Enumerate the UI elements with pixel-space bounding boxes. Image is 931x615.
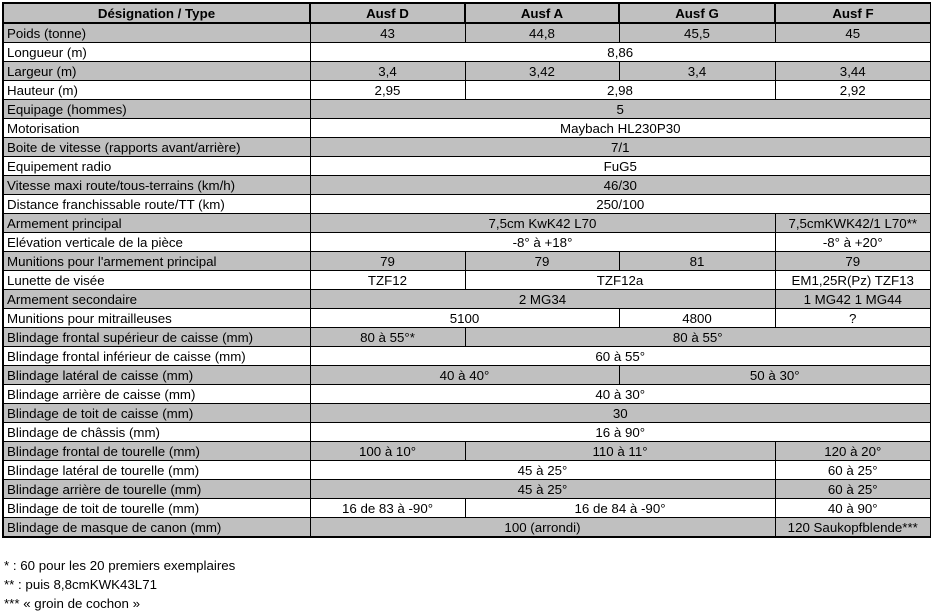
row-label: Longueur (m) bbox=[3, 43, 310, 62]
row-label: Lunette de visée bbox=[3, 271, 310, 290]
row-label: Blindage de toit de tourelle (mm) bbox=[3, 499, 310, 518]
table-row bbox=[3, 404, 931, 423]
row-label: Blindage de toit de caisse (mm) bbox=[3, 404, 310, 423]
table-cell: 3,4 bbox=[619, 62, 775, 81]
header-ausf-g: Ausf G bbox=[619, 3, 775, 23]
table-cell: 2,92 bbox=[775, 81, 931, 100]
table-cell: Maybach HL230P30 bbox=[310, 119, 931, 138]
header-designation: Désignation / Type bbox=[3, 3, 310, 23]
table-row bbox=[3, 461, 931, 480]
table-row bbox=[3, 62, 931, 81]
table-cell: 40 à 90° bbox=[775, 499, 931, 518]
table-cell: 4800 bbox=[619, 309, 775, 328]
table-row bbox=[3, 309, 931, 328]
row-label: Hauteur (m) bbox=[3, 81, 310, 100]
row-label: Distance franchissable route/TT (km) bbox=[3, 195, 310, 214]
table-row bbox=[3, 271, 931, 290]
row-label: Munitions pour l'armement principal bbox=[3, 252, 310, 271]
table-cell: 45,5 bbox=[619, 23, 775, 43]
table-row bbox=[3, 252, 931, 271]
footnote: ** : puis 8,8cmKWK43L71 bbox=[4, 577, 157, 592]
table-cell: 5 bbox=[310, 100, 931, 119]
table-row bbox=[3, 480, 931, 499]
row-label: Motorisation bbox=[3, 119, 310, 138]
table-cell: 40 à 30° bbox=[310, 385, 931, 404]
table-row bbox=[3, 100, 931, 119]
table-row bbox=[3, 81, 931, 100]
table-cell: 3,4 bbox=[310, 62, 465, 81]
row-label: Blindage frontal inférieur de caisse (mm) bbox=[3, 347, 310, 366]
table-cell: 60 à 25° bbox=[775, 461, 931, 480]
table-row bbox=[3, 518, 931, 538]
header-ausf-f: Ausf F bbox=[775, 3, 931, 23]
table-row bbox=[3, 176, 931, 195]
table-cell: 45 à 25° bbox=[310, 461, 775, 480]
table-cell: ? bbox=[775, 309, 931, 328]
table-cell: 2,95 bbox=[310, 81, 465, 100]
table-cell: 80 à 55°* bbox=[310, 328, 465, 347]
row-label: Blindage frontal supérieur de caisse (mm) bbox=[3, 328, 310, 347]
table-row bbox=[3, 157, 931, 176]
table-cell: 50 à 30° bbox=[619, 366, 931, 385]
table-cell: 100 (arrondi) bbox=[310, 518, 775, 538]
table-cell: 3,42 bbox=[465, 62, 619, 81]
table-cell: FuG5 bbox=[310, 157, 931, 176]
table-cell: 120 à 20° bbox=[775, 442, 931, 461]
row-label: Blindage de masque de canon (mm) bbox=[3, 518, 310, 538]
row-label: Blindage arrière de caisse (mm) bbox=[3, 385, 310, 404]
table-cell: 2,98 bbox=[465, 81, 775, 100]
table-row bbox=[3, 43, 931, 62]
table-cell: 110 à 11° bbox=[465, 442, 775, 461]
table-row bbox=[3, 442, 931, 461]
table-row bbox=[3, 23, 931, 43]
table-cell: 1 MG42 1 MG44 bbox=[775, 290, 931, 309]
table-cell: -8° à +20° bbox=[775, 233, 931, 252]
table-cell: 7,5cmKWK42/1 L70** bbox=[775, 214, 931, 233]
table-cell: 46/30 bbox=[310, 176, 931, 195]
table-cell: -8° à +18° bbox=[310, 233, 775, 252]
table-cell: TZF12 bbox=[310, 271, 465, 290]
table-row bbox=[3, 138, 931, 157]
header-ausf-d: Ausf D bbox=[310, 3, 465, 23]
table-cell: 79 bbox=[465, 252, 619, 271]
table-cell: 3,44 bbox=[775, 62, 931, 81]
table-row bbox=[3, 385, 931, 404]
table-cell: 5100 bbox=[310, 309, 619, 328]
table-cell: 79 bbox=[310, 252, 465, 271]
table-row bbox=[3, 290, 931, 309]
row-label: Blindage arrière de tourelle (mm) bbox=[3, 480, 310, 499]
spec-table bbox=[2, 2, 931, 538]
row-label: Boite de vitesse (rapports avant/arrière) bbox=[3, 138, 310, 157]
row-label: Poids (tonne) bbox=[3, 23, 310, 43]
table-cell: 120 Saukopfblende*** bbox=[775, 518, 931, 538]
table-cell: 81 bbox=[619, 252, 775, 271]
row-label: Vitesse maxi route/tous-terrains (km/h) bbox=[3, 176, 310, 195]
table-cell: 30 bbox=[310, 404, 931, 423]
table-cell: 43 bbox=[310, 23, 465, 43]
row-label: Elévation verticale de la pièce bbox=[3, 233, 310, 252]
table-row bbox=[3, 499, 931, 518]
row-label: Blindage latéral de tourelle (mm) bbox=[3, 461, 310, 480]
footnote: * : 60 pour les 20 premiers exemplaires bbox=[4, 558, 236, 573]
footnotes bbox=[4, 556, 235, 613]
footnote: *** « groin de cochon » bbox=[4, 596, 141, 611]
table-cell: 100 à 10° bbox=[310, 442, 465, 461]
row-label: Armement secondaire bbox=[3, 290, 310, 309]
row-label: Equipage (hommes) bbox=[3, 100, 310, 119]
table-cell: 45 bbox=[775, 23, 931, 43]
table-cell: 16 de 83 à -90° bbox=[310, 499, 465, 518]
table-cell: 7/1 bbox=[310, 138, 931, 157]
table-cell: 8,86 bbox=[310, 43, 931, 62]
row-label: Blindage de châssis (mm) bbox=[3, 423, 310, 442]
header-row bbox=[3, 3, 931, 23]
row-label: Equipement radio bbox=[3, 157, 310, 176]
table-row bbox=[3, 423, 931, 442]
header-ausf-a: Ausf A bbox=[465, 3, 619, 23]
table-cell: 45 à 25° bbox=[310, 480, 775, 499]
table-cell: EM1,25R(Pz) TZF13 bbox=[775, 271, 931, 290]
table-cell: 60 à 55° bbox=[310, 347, 931, 366]
row-label: Munitions pour mitrailleuses bbox=[3, 309, 310, 328]
table-cell: 79 bbox=[775, 252, 931, 271]
table-row bbox=[3, 195, 931, 214]
table-row bbox=[3, 214, 931, 233]
table-cell: 80 à 55° bbox=[465, 328, 931, 347]
table-cell: 60 à 25° bbox=[775, 480, 931, 499]
table-row bbox=[3, 347, 931, 366]
row-label: Blindage latéral de caisse (mm) bbox=[3, 366, 310, 385]
table-row bbox=[3, 366, 931, 385]
table-cell: 2 MG34 bbox=[310, 290, 775, 309]
table-cell: 7,5cm KwK42 L70 bbox=[310, 214, 775, 233]
table-cell: 40 à 40° bbox=[310, 366, 619, 385]
table-cell: 44,8 bbox=[465, 23, 619, 43]
table-cell: 250/100 bbox=[310, 195, 931, 214]
table-row bbox=[3, 233, 931, 252]
table-cell: 16 à 90° bbox=[310, 423, 931, 442]
table-cell: TZF12a bbox=[465, 271, 775, 290]
spec-body bbox=[3, 23, 931, 537]
table-cell: 16 de 84 à -90° bbox=[465, 499, 775, 518]
row-label: Largeur (m) bbox=[3, 62, 310, 81]
table-row bbox=[3, 119, 931, 138]
table-row bbox=[3, 328, 931, 347]
row-label: Blindage frontal de tourelle (mm) bbox=[3, 442, 310, 461]
row-label: Armement principal bbox=[3, 214, 310, 233]
